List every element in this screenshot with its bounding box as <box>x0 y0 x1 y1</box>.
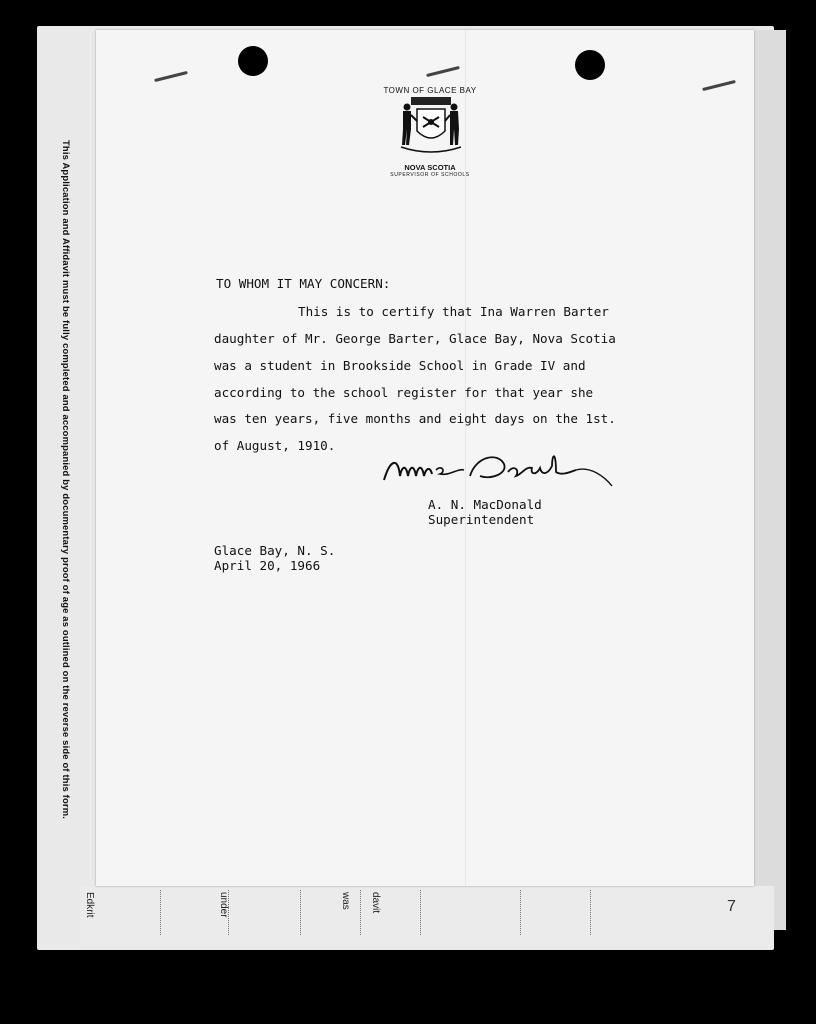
form-field-divider <box>420 890 421 935</box>
form-strip-label: Edkrit <box>84 892 95 918</box>
form-bottom-strip <box>80 886 774 946</box>
form-field-divider <box>160 890 161 935</box>
signer-title: Superintendent <box>428 512 535 527</box>
underlying-sheet-edge <box>752 30 786 930</box>
form-field-divider <box>590 890 591 935</box>
letter-line: This is to certify that Ina Warren Barter <box>298 304 609 319</box>
letter-line: was a student in Brookside School in Grade IV and <box>214 358 586 373</box>
form-field-divider <box>300 890 301 935</box>
letter-date: April 20, 1966 <box>214 558 321 573</box>
form-strip-label: davit <box>370 892 381 914</box>
coat-of-arms-icon <box>387 95 473 157</box>
handwritten-signature <box>380 446 616 492</box>
letterhead-seal <box>378 86 482 186</box>
salutation: TO WHOM IT MAY CONCERN: <box>216 276 391 291</box>
page-number: 7 <box>727 898 736 915</box>
letter-line: was ten years, five months and eight days on the 1st. <box>214 411 616 426</box>
letter-line: of August, 1910. <box>214 438 336 453</box>
form-field-divider <box>520 890 521 935</box>
form-strip-label: under <box>218 892 229 918</box>
signer-name: A. N. MacDonald <box>428 497 542 512</box>
letterhead-town: TOWN OF GLACE BAY <box>383 86 477 95</box>
punch-hole <box>238 46 268 76</box>
letterhead-province: NOVA SCOTIA <box>404 163 456 172</box>
punch-hole <box>575 50 605 80</box>
form-field-divider <box>360 890 361 935</box>
letter-place: Glace Bay, N. S. <box>214 543 336 558</box>
letter-line: according to the school register for that year she <box>214 385 594 400</box>
letter-line: daughter of Mr. George Barter, Glace Bay, Nova Scotia <box>214 331 616 346</box>
form-strip-label: was <box>340 892 351 910</box>
letterhead-office: SUPERVISOR OF SCHOOLS <box>390 172 470 178</box>
form-instruction-note: This Application and Affidavit must be fully completed and accompanied by documentary proof of age as outlined on the reverse side of this form. <box>61 140 72 820</box>
